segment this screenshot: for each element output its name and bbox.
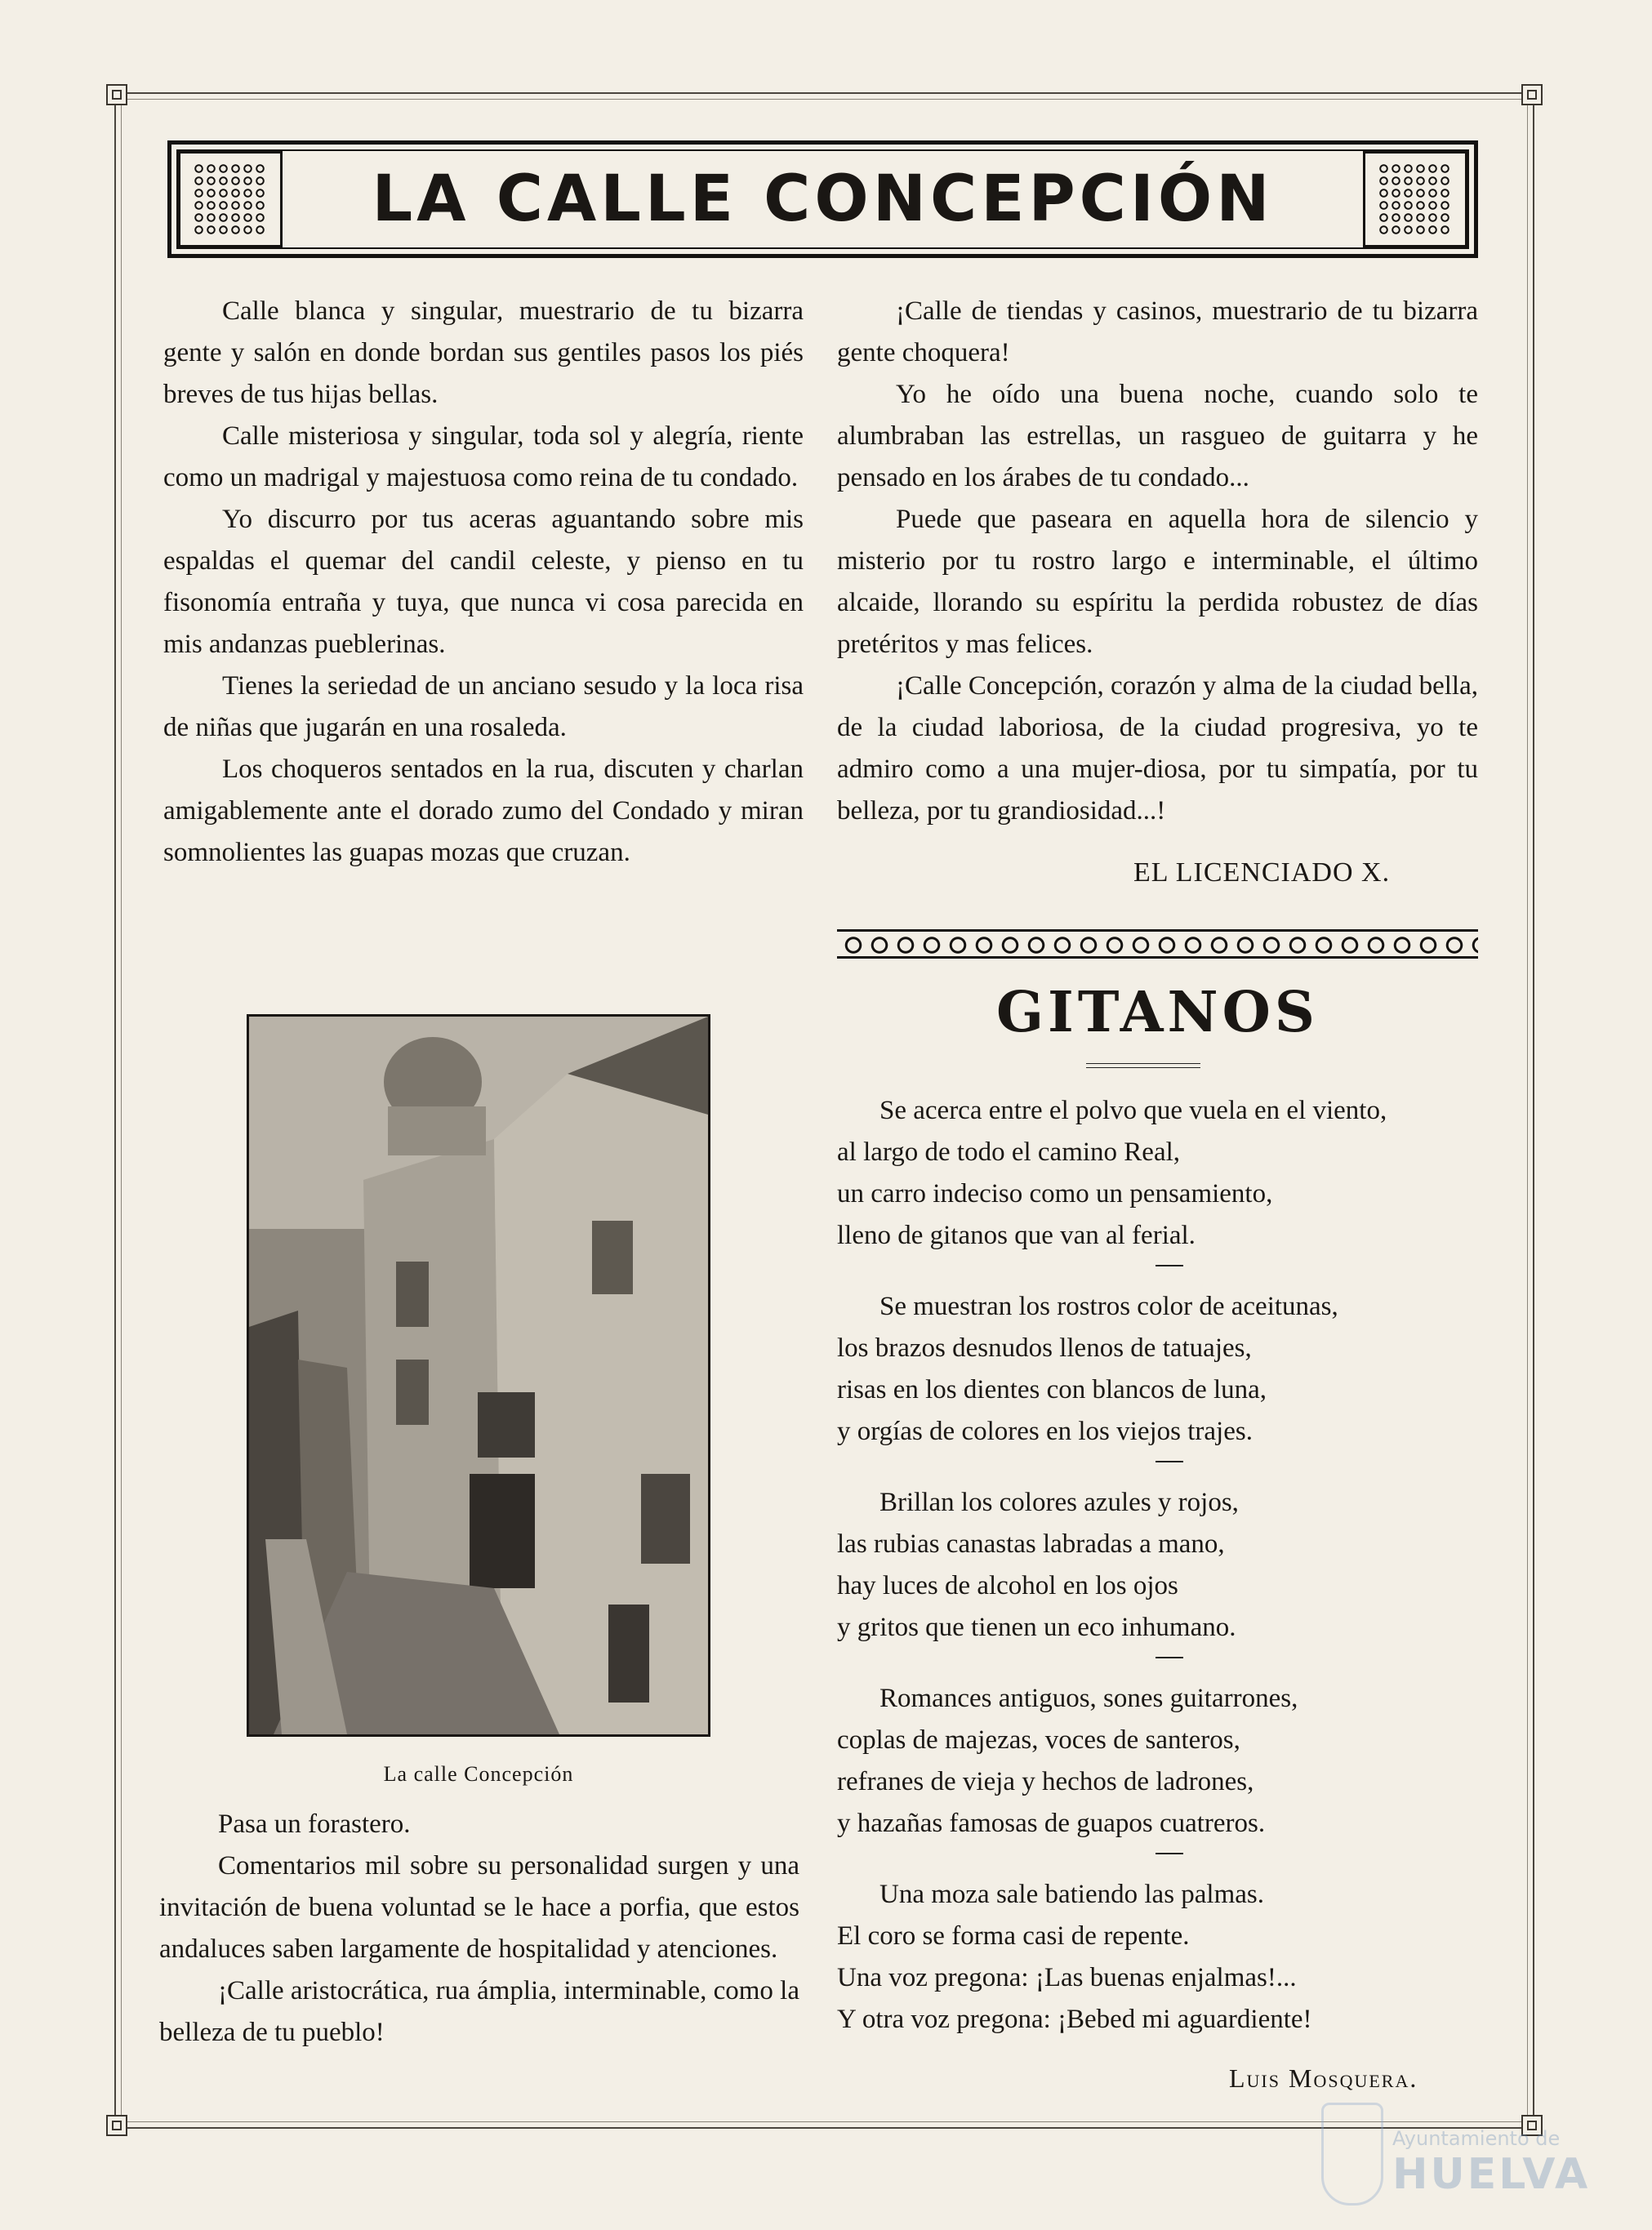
poem-line: coplas de majezas, voces de santeros, — [837, 1725, 1240, 1755]
paragraph: Yo discurro por tus aceras aguantando sobre mis espaldas el quemar del candil celeste, y pienso en tu fisonomía entraña y tuya, que nunca vi cosa parecida en mis andanzas pueblerinas. — [163, 505, 804, 659]
building-illustration-icon — [249, 1017, 708, 1734]
article-left-column — [163, 291, 804, 874]
coat-of-arms-icon — [1321, 2103, 1383, 2206]
watermark-small-text: Ayuntamiento de — [1392, 2127, 1561, 2150]
poem-stanza — [837, 1874, 1490, 2041]
poem-line: los brazos desnudos llenos de tatuajes, — [837, 1333, 1252, 1363]
stanza-separator — [837, 1649, 1490, 1678]
paragraph: Los choqueros sentados en la rua, discuten y charlan amigablemente ante el dorado zumo del Condado y miran somnolientes las guapas mozas que cruzan. — [163, 754, 804, 867]
poem-line: refranes de vieja y hechos de ladrones, — [837, 1767, 1254, 1796]
poem-line: un carro indeciso como un pensamiento, — [837, 1179, 1273, 1208]
photo-caption: La calle Concepción — [383, 1762, 574, 1786]
poem-line: Brillan los colores azules y rojos, — [879, 1488, 1239, 1517]
poem-stanza — [837, 1090, 1490, 1257]
poem-line: las rubias canastas labradas a mano, — [837, 1529, 1225, 1559]
poem-line: Una moza sale batiendo las palmas. — [879, 1880, 1265, 1909]
paragraph: Puede que paseara en aquella hora de silencio y misterio por tu rostro largo e interminable, el último alcaide, llorando su espíritu la perdida robustez de días pretéritos y mas felices. — [837, 505, 1478, 659]
corner-ornament — [106, 2115, 127, 2136]
poem-line: Romances antiguos, sones guitarrones, — [879, 1684, 1298, 1713]
huelva-watermark — [1315, 2103, 1609, 2225]
poem-line: y orgías de colores en los viejos trajes. — [837, 1417, 1253, 1446]
page-title: LA CALLE CONCEPCIÓN — [372, 162, 1274, 236]
article-signature: EL LICENCIADO X. — [1133, 857, 1391, 888]
poem-body — [837, 1090, 1490, 2041]
paragraph: Comentarios mil sobre su personalidad surgen y una invitación de buena voluntad se le hace a porfia, que estos andaluces saben largamente de hospitalidad y atenciones. — [159, 1851, 799, 1964]
title-banner — [167, 140, 1478, 258]
paragraph: Calle blanca y singular, muestrario de tu bizarra gente y salón en donde bordan sus gentiles pasos los piés breves de tus hijas bellas. — [163, 296, 804, 409]
corner-ornament — [106, 84, 127, 105]
stanza-separator — [837, 1257, 1490, 1286]
stanza-separator — [837, 1845, 1490, 1874]
poem-line: y hazañas famosas de guapos cuatreros. — [837, 1809, 1266, 1838]
poem-stanza — [837, 1678, 1490, 1845]
poem-stanza — [837, 1286, 1490, 1453]
poem-line: Y otra voz pregona: ¡Bebed mi aguardiente! — [837, 2005, 1312, 2034]
poem-line: lleno de gitanos que van al ferial. — [837, 1221, 1196, 1250]
paragraph: Tienes la seriedad de un anciano sesudo y la loca risa de niñas que jugarán en una rosaleda. — [163, 671, 804, 742]
street-photo — [247, 1014, 710, 1737]
poem-line: Se acerca entre el polvo que vuela en el viento, — [879, 1096, 1387, 1125]
paragraph: Pasa un forastero. — [218, 1809, 411, 1839]
poem-line: El coro se forma casi de repente. — [837, 1921, 1190, 1951]
stanza-separator — [837, 1453, 1490, 1482]
poem-line: Se muestran los rostros color de aceitunas, — [879, 1292, 1338, 1321]
ornament-box-icon — [1363, 151, 1467, 247]
wave-ornament-icon — [837, 929, 1478, 959]
poem-line: Una voz pregona: ¡Las buenas enjalmas!... — [837, 1963, 1297, 1992]
poem-line: risas en los dientes con blancos de luna, — [837, 1375, 1267, 1404]
poem-line: hay luces de alcohol en los ojos — [837, 1571, 1178, 1600]
poem-stanza — [837, 1482, 1490, 1649]
corner-ornament — [1521, 84, 1543, 105]
article-right-column — [837, 291, 1478, 832]
poem-title: GITANOS — [995, 980, 1320, 1045]
paragraph: Yo he oído una buena noche, cuando solo te alumbraban las estrellas, un rasgueo de guitarra y he pensado en los árabes de tu condado... — [837, 380, 1478, 492]
article-left-bottom — [159, 1804, 799, 2054]
paragraph: Calle misteriosa y singular, toda sol y alegría, riente como un madrigal y majestuosa como reina de tu condado. — [163, 421, 804, 492]
paragraph: ¡Calle de tiendas y casinos, muestrario de tu bizarra gente choquera! — [837, 296, 1478, 367]
poem-line: al largo de todo el camino Real, — [837, 1137, 1181, 1167]
poem-signature: Luis Mosquera. — [1229, 2063, 1418, 2093]
watermark-big-text: HUELVA — [1392, 2150, 1591, 2199]
paragraph: ¡Calle aristocrática, rua ámplia, interminable, como la belleza de tu pueblo! — [159, 1976, 799, 2047]
poem-line: y gritos que tienen un eco inhumano. — [837, 1613, 1236, 1642]
ornament-box-icon — [178, 151, 283, 247]
title-rule — [1086, 1063, 1200, 1068]
paragraph: ¡Calle Concepción, corazón y alma de la ciudad bella, de la ciudad laboriosa, de la ciudad progresiva, yo te admiro como a una mujer-diosa, por tu simpatía, por tu belleza, por tu grandiosidad...! — [837, 671, 1478, 826]
